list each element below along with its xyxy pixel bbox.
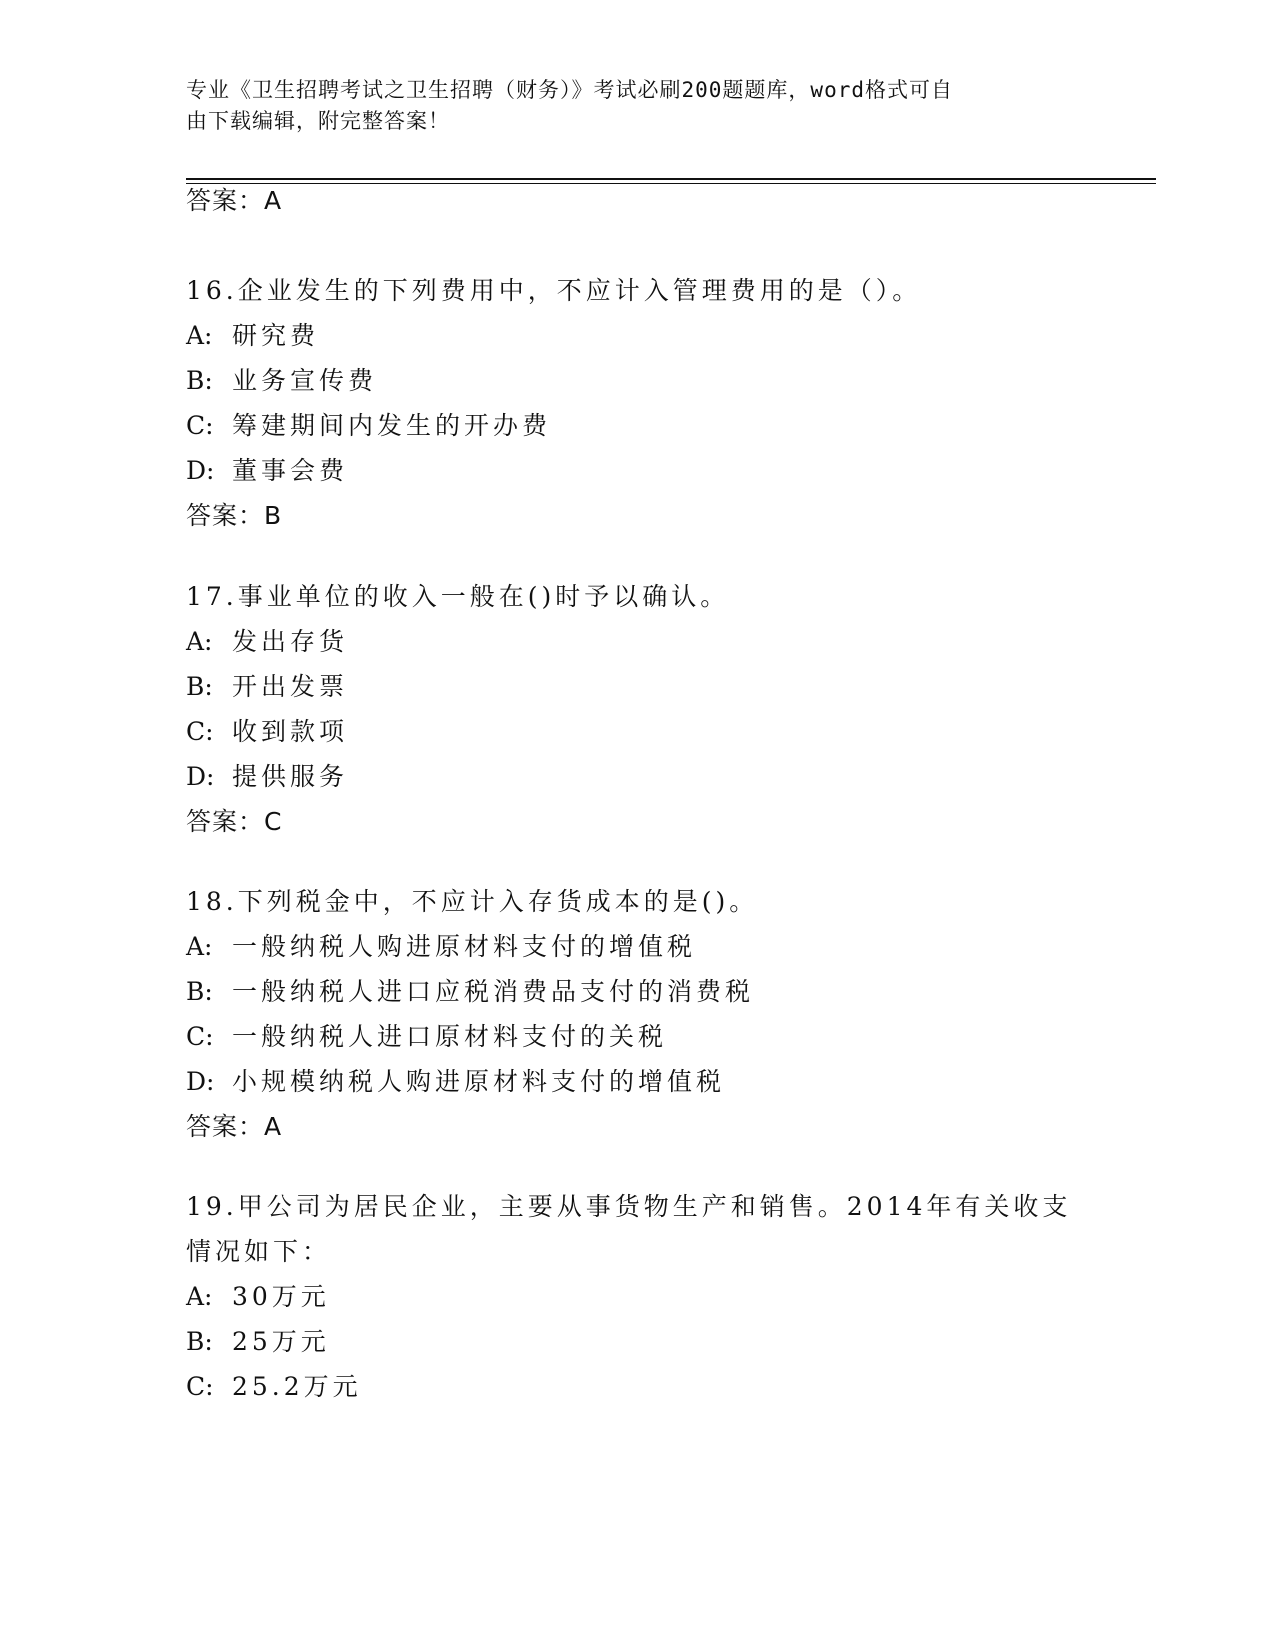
option-c — [186, 1364, 1086, 1409]
question-block-17 — [186, 574, 1086, 845]
option-a — [186, 924, 1086, 969]
option-letter: C: — [186, 411, 214, 440]
question-block-19 — [186, 1184, 1086, 1409]
option-b — [186, 664, 1086, 709]
option-text: 研究费 — [232, 321, 320, 350]
option-b — [186, 1319, 1086, 1364]
option-text: 25.2万元 — [232, 1372, 362, 1401]
option-letter: B: — [186, 1327, 213, 1356]
option-letter: B: — [186, 977, 213, 1006]
option-text: 一般纳税人购进原材料支付的增值税 — [232, 932, 697, 961]
option-letter: C: — [186, 1372, 214, 1401]
answer-label: 答案：A — [186, 1112, 283, 1141]
option-text: 30万元 — [232, 1282, 330, 1311]
option-letter: A: — [186, 1282, 213, 1311]
option-text: 发出存货 — [232, 627, 349, 656]
option-text: 一般纳税人进口原材料支付的关税 — [232, 1022, 668, 1051]
option-d — [186, 754, 1086, 799]
option-c — [186, 1014, 1086, 1059]
document-header — [186, 75, 1066, 137]
option-text: 25万元 — [232, 1327, 330, 1356]
answer-label: 答案：C — [186, 807, 283, 836]
option-a — [186, 619, 1086, 664]
option-letter: A: — [186, 627, 213, 656]
header-line-2: 由下载编辑，附完整答案！ — [186, 109, 450, 133]
option-text: 筹建期间内发生的开办费 — [232, 411, 552, 440]
question-text: 18.下列税金中，不应计入存货成本的是()。 — [186, 887, 759, 916]
option-letter: A: — [186, 321, 213, 350]
option-a — [186, 1274, 1086, 1319]
option-letter: D: — [186, 456, 215, 485]
option-text: 一般纳税人进口应税消费品支付的消费税 — [232, 977, 755, 1006]
option-d — [186, 1059, 1086, 1104]
option-text: 提供服务 — [232, 762, 349, 791]
question-text: 19.甲公司为居民企业，主要从事货物生产和销售。2014年有关收支情况如下： — [186, 1192, 1072, 1266]
question-block-16 — [186, 268, 1086, 539]
previous-answer-block — [186, 178, 1086, 224]
option-letter: B: — [186, 366, 213, 395]
option-letter: D: — [186, 1067, 215, 1096]
option-letter: A: — [186, 932, 213, 961]
question-text: 17.事业单位的收入一般在()时予以确认。 — [186, 582, 730, 611]
option-text: 收到款项 — [232, 717, 349, 746]
answer-label: 答案：B — [186, 501, 283, 530]
option-a — [186, 313, 1086, 358]
option-letter: C: — [186, 717, 214, 746]
question-text: 16.企业发生的下列费用中，不应计入管理费用的是（）。 — [186, 276, 922, 305]
answer-label: 答案：A — [186, 186, 283, 215]
option-text: 小规模纳税人购进原材料支付的增值税 — [232, 1067, 726, 1096]
option-letter: C: — [186, 1022, 214, 1051]
header-line-1: 专业《卫生招聘考试之卫生招聘（财务）》考试必刷200题题库，word格式可自 — [186, 78, 953, 102]
option-text: 开出发票 — [232, 672, 349, 701]
option-letter: D: — [186, 762, 215, 791]
option-text: 董事会费 — [232, 456, 349, 485]
option-c — [186, 709, 1086, 754]
question-block-18 — [186, 879, 1086, 1150]
option-b — [186, 358, 1086, 403]
option-text: 业务宣传费 — [232, 366, 378, 395]
option-c — [186, 403, 1086, 448]
option-b — [186, 969, 1086, 1014]
option-d — [186, 448, 1086, 493]
option-letter: B: — [186, 672, 213, 701]
